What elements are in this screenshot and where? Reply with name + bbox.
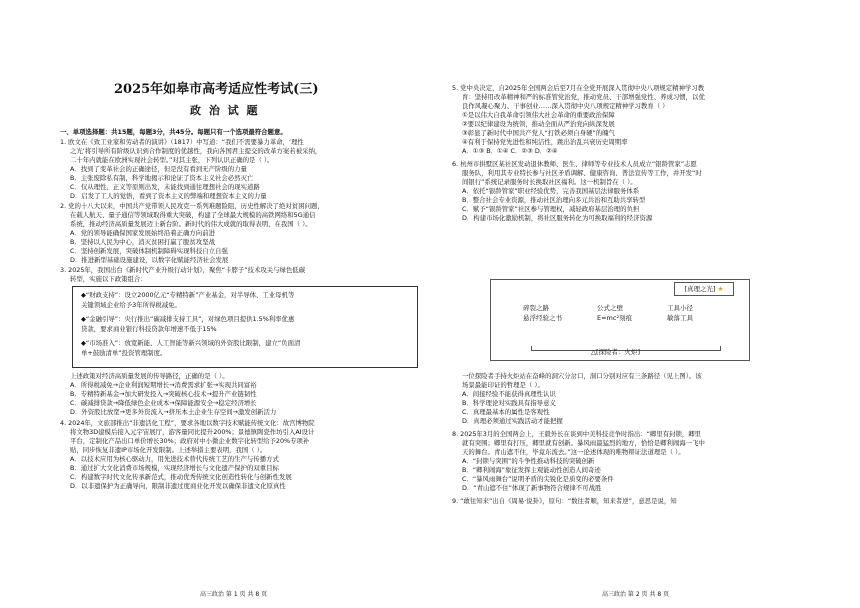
- q6-option-d: D．构建市场化激励机制，将社区服务转化为可换取福利的经济资源: [462, 214, 653, 222]
- q6-line: 服务队，利用其专业特长参与社区矛盾调解、健康咨询、普法宣传等工作，并开发“时: [462, 169, 702, 177]
- q3-option-b: B．专精特新基金→加大研发投入→突破核心技术→提升产业链韧性: [70, 390, 257, 398]
- q4-line: 贴，同步恢复非遗IP市场化开发限制。上述举措主要表明，我国（ ）。: [70, 446, 267, 454]
- page-footer-right: 高三政治 第 2 页 共 8 页: [602, 591, 670, 598]
- q1-line: 1. 欧文在《致工业家和劳动者的演讲》（1817）中写道：“我们不需要暴力革命，‘理性: [60, 138, 304, 146]
- q2-option-a: A．党的领导能确保国家发展始终沿着正确方向前进: [70, 229, 215, 237]
- q2-line: 2. 党的十八大以来，中国共产党带领人民攻克一系列难题险阻，历史性解决了绝对贫困问题，: [60, 202, 324, 210]
- q4-option-b: B．通过扩大文化消费市场规模，实现经济增长与文化遗产保护的双重目标: [70, 464, 279, 472]
- q8-option-c: C．“暴风雨舞台”说明矛盾的尖锐化是质变的必要条件: [462, 475, 614, 483]
- path-sublabel-tools: 敏落工具: [667, 314, 693, 322]
- exam-subtitle: 政 治 试 题: [190, 104, 260, 117]
- truth-light-label: [真理之光]: [684, 285, 716, 293]
- explorer-label: △[探险者：火炬]: [591, 348, 641, 356]
- q5-options: A．①③ B．①④ C．②③ D．②④: [462, 147, 558, 155]
- q6-line: 间银行”系统记录服务时长换取社区福利。这一机制旨在（ ）。: [462, 178, 637, 186]
- policy-line: ◆“财政支持”：设立2000亿元“专精特新”产业基金，对半导体、工业母机等: [81, 291, 295, 299]
- q5-statement: ①是以伟大自我革命引领伟大社会革命的重要政治保障: [462, 111, 615, 119]
- policy-line: ◆“金融引导”：央行推出“碳减排支持工具”，对绿色项目提供1.5%利率优惠: [81, 315, 295, 323]
- exam-title: 2025年如皋市高考适应性考试(三): [114, 82, 319, 97]
- policy-box: [72, 286, 418, 368]
- fork-tick: [720, 346, 721, 351]
- policy-line: 贷款，要求商业银行科技贷款年增速不低于15%: [81, 325, 217, 333]
- section-heading: 一、单项选择题：共15题，每题3分，共45分。每题只有一个选项最符合题意。: [60, 128, 287, 136]
- star-icon: ★: [717, 285, 724, 293]
- path-label-tool-path: 工具小径: [667, 304, 693, 312]
- q9-line: 9. “敢往知来”出自《周易·说卦》，原句：“数往者顺，知来者逆”，意思是说，知: [452, 497, 677, 505]
- q3-stem: 上述政策对经济高质量发展的传导路径，正确的是（ ）。: [70, 372, 229, 380]
- q3-option-c: C．碳减排贷款→降低绿色企业成本→保障能源安全→稳定经济增长: [70, 399, 257, 407]
- q4-option-d: D．以非遗保护为正确导向，限制非遗过度商业化开发以确保非遗文化原真性: [70, 482, 286, 490]
- q3-option-a: A．所得税减免→企业利润短期增长→消费需求扩张→实现共同富裕: [70, 381, 257, 389]
- q4-line: 将文物3D建模后接入元宇宙展厅，游客量同比提升200%；景德镇陶瓷作坊引入AI设计: [70, 428, 315, 436]
- q5-statement: ④有利于保持党先进性和纯洁性，跳出治乱兴衰历史周期率: [462, 138, 628, 146]
- q6-line: 6. 杭州市拱墅区某社区发动退休教师、医生、律师等专业技术人员成立“银龄管家”志愿: [452, 160, 697, 168]
- q5-statement: ③彰显了新时代中国共产党人“打铁必须自身硬”的魄气: [462, 129, 615, 137]
- q5-statement: ②要以纪律建设为统领，推动全面从严治党向纵深发展: [462, 120, 615, 128]
- q2-line: 在载人航天、量子通信等领域取得重大突破，构建了全球最大规模的高铁网络和5G通信: [70, 211, 316, 219]
- q8-option-a: A．“封锁与突围”的斗争性推动科技的突破创新: [462, 457, 595, 465]
- q5-line: 良作风凝心聚力、干事创业……深入贯彻中央八项规定精神学习教育（ ）: [462, 102, 669, 110]
- truth-light-tag: [674, 282, 734, 296]
- cave-path-diagram: [490, 279, 750, 361]
- path-sublabel-formula: E=mc²刻痕: [597, 314, 633, 322]
- q4-option-a: A．以技术应用为核心驱动力，用先进技术替代传统工艺的生产与传播方式: [70, 455, 279, 463]
- q3-option-d: D．外资股比放宽→更多外资流入→挤压本土企业生存空间→激发创新活力: [70, 408, 277, 416]
- q1-line: 二十年内就能在欧洲实现社会转型。”对其主张，下列认识正确的是（ ）。: [70, 156, 274, 164]
- path-label-broken-road: 碎裂之路: [523, 304, 549, 312]
- q2-option-c: C．坚持创新发展，突破体制机制障碍实现科技自立自强: [70, 247, 228, 255]
- q2-option-d: D．推进新型基础设施建设，以数字化赋能经济社会发展: [70, 256, 229, 264]
- q1-option-d: D．启发了工人的觉悟，看到了资本主义的弊端和理想资本主义的力量: [70, 192, 267, 200]
- q7-line: 一位探险者手持火炬站在奋峰的洞穴分岔口，洞口分别对应有三条路径（见上图）。该: [462, 372, 702, 380]
- fork-tick: [531, 346, 532, 351]
- q1-line: 之光’将引导所有阶级认识到合作制度的优越性，我向各国君主提交的改革方案若被采纳，: [70, 147, 322, 155]
- q8-option-d: D．“青山遮不住”体现了新事物符合规律不可战胜: [462, 484, 602, 492]
- policy-line: ◆“市场准入”：放宽新能、人工智能等新兴领域的外资股比限制，建立“负面清: [81, 339, 301, 347]
- q4-line: 平台，定制化产品出口单价增长30%；政府对中小微企业数字化转型给予20%专项补: [70, 437, 310, 445]
- q1-option-c: C．仅从理性、正义等原则出发，未能找到通往理想社会的现实道路: [70, 183, 260, 191]
- q5-line: 5. 党中央决定，自2025年全国两会后至7月在全党开展深入贯彻中央八项规定精神学习教: [452, 84, 705, 92]
- q3-line: 3. 2025年，我国出台《新时代产业升级行动计划》，聚焦“卡脖子”技术攻关与绿色低碳: [60, 266, 306, 274]
- q4-option-c: C．构建数字时代文化传承新范式，推动优秀传统文化创造性转化与创新性发展: [70, 473, 292, 481]
- q6-option-a: A．依托“银龄管家”职业经验优势，完善我国基层法律服务体系: [462, 187, 640, 195]
- q7-option-c: C．真理最基本的属性是客观性: [462, 408, 550, 416]
- q5-line: 育：坚持用改革精神和严的标准管党治党，推动党员、干部增强党性、养成习惯，以优: [462, 93, 705, 101]
- q7-option-b: B．科学理论对实践具有指导意义: [462, 399, 556, 407]
- q7-option-d: D．真理必须通过实践活动才能把握: [462, 417, 563, 425]
- q8-line: 8. 2025年3月的全国两会上，王毅外长在谈到中美科技竞争时指出：“卿里有封锁，卿里: [452, 430, 702, 438]
- page-footer-left: 高三政治 第 1 页 共 8 页: [200, 591, 268, 598]
- q8-line: 天的舞台。青山遮不住，毕竟东流去。”这一论述体现的唯物辩证法道理是（ ）。: [462, 448, 685, 456]
- q1-option-b: B．主张废除私有制，科学地揭示和论证了资本主义社会必然灭亡: [70, 174, 254, 182]
- q8-line: 就有突围；卿里有打压，卿里就有创新。暴风雨最猛烈的地方，恰恰是卿利闹海一飞中: [462, 439, 705, 447]
- q2-option-b: B．坚持以人民为中心，消灭贫困打赢了脱贫攻坚战: [70, 238, 215, 246]
- policy-line: 关键领域企业给予3年所得税减免。: [81, 301, 181, 309]
- q4-line: 4. 2024年，文旅部推出“非遗活化工程”，要求各地以数字技术赋能传统文化：故宫博物院: [60, 419, 315, 427]
- q7-option-a: A．间接经验不能获得真理性认识: [462, 390, 556, 398]
- q2-line: 系统，推动经济高质量发展迈上新台阶。新时代的伟大成就的取得表明，在我国（ ）。: [70, 220, 312, 228]
- q6-option-b: B．整合社会专业资源，推动社区治理向多元共治和互助共享转型: [462, 196, 646, 204]
- q6-option-c: C．赋予“银龄管家”社区参与管理权，减轻政府基层治理的负担: [462, 205, 640, 213]
- policy-line: 单+鼓励清单”投资管理制度。: [81, 349, 167, 357]
- q7-line: 场景最能印证的哲理是（ ）。: [462, 381, 544, 389]
- path-label-formula-wall: 公式之壁: [597, 304, 623, 312]
- path-sublabel-book: 悬浮经验之书: [523, 314, 562, 322]
- q3-line: 转型，实施以下政策组合：: [70, 275, 147, 283]
- q1-option-a: A．找到了变革社会的正确途径，但是没有看到无产阶级的力量: [70, 165, 247, 173]
- q8-option-b: B．“卿利闹海”象征发挥主观能动性创造人间奇迹: [462, 466, 601, 474]
